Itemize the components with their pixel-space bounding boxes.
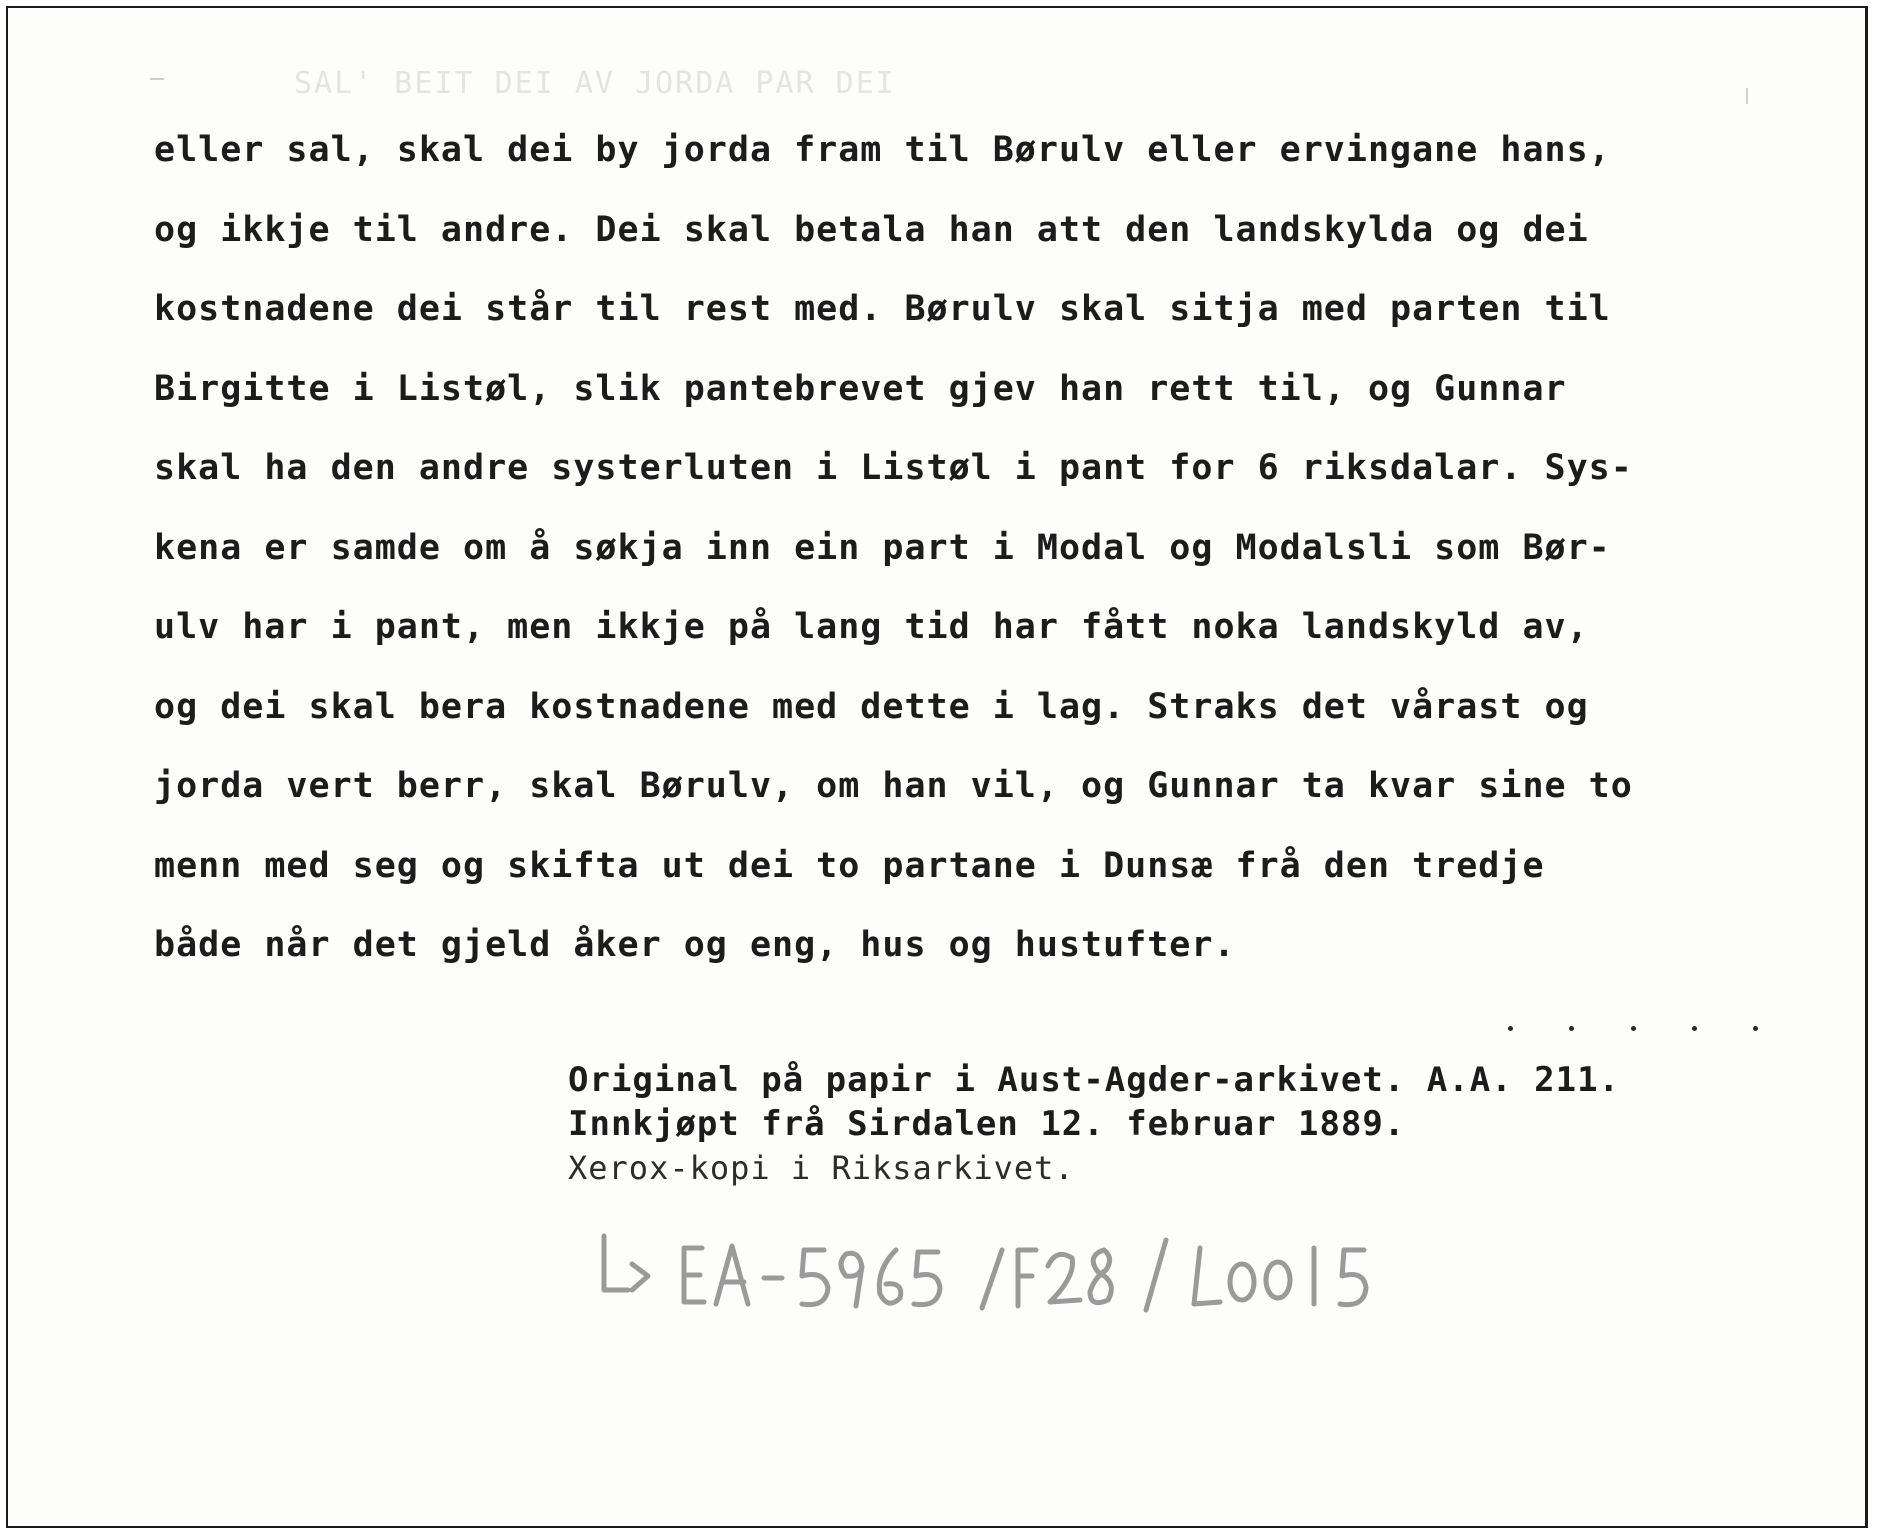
source-note-line: Original på papir i Aust-Agder-arkivet. A.A. 211. bbox=[568, 1060, 1621, 1100]
dot bbox=[1753, 1026, 1758, 1031]
body-line: menn med seg og skifta ut dei to partane i Dunsæ frå den tredje bbox=[154, 845, 1545, 886]
transcription-body bbox=[154, 130, 1633, 1005]
faint-bleed-through-line: SAL' BEIT DEI AV JORDA PAR DEI bbox=[294, 66, 896, 101]
body-line: kena er samde om å søkja inn ein part i Modal og Modalsli som Bør- bbox=[154, 527, 1611, 568]
dot bbox=[1631, 1026, 1636, 1031]
dot bbox=[1692, 1026, 1697, 1031]
body-line: kostnadene dei står til rest med. Børulv skal sitja med parten til bbox=[154, 289, 1611, 329]
body-line: og dei skal bera kostnadene med dette i lag. Straks det vårast og bbox=[154, 686, 1589, 727]
source-note-line: Innkjøpt frå Sirdalen 12. februar 1889. bbox=[568, 1104, 1406, 1144]
body-line: jorda vert berr, skal Børulv, om han vil, og Gunnar ta kvar sine to bbox=[154, 766, 1633, 806]
index-card bbox=[6, 6, 1868, 1528]
source-note bbox=[568, 1058, 1620, 1190]
margin-mark-right bbox=[1746, 88, 1748, 104]
margin-mark-left bbox=[150, 78, 164, 80]
body-line: både når det gjeld åker og eng, hus og hustufter. bbox=[154, 925, 1236, 965]
handwritten-archive-reference bbox=[598, 1220, 1478, 1330]
body-line: skal ha den andre systerluten i Listøl i pant for 6 riksdalar. Sys- bbox=[154, 448, 1633, 488]
body-line: Birgitte i Listøl, slik pantebrevet gjev han rett til, og Gunnar bbox=[154, 368, 1567, 409]
dot bbox=[1508, 1026, 1513, 1031]
source-note-line: Xerox-kopi i Riksarkivet. bbox=[568, 1149, 1075, 1187]
separator-dots bbox=[1508, 1026, 1758, 1031]
body-line: ulv har i pant, men ikkje på lang tid har fått noka landskyld av, bbox=[154, 607, 1589, 647]
body-line: eller sal, skal dei by jorda fram til Børulv eller ervingane hans, bbox=[154, 130, 1611, 170]
dot bbox=[1569, 1026, 1574, 1031]
body-line: og ikkje til andre. Dei skal betala han att den landskylda og dei bbox=[154, 209, 1589, 250]
